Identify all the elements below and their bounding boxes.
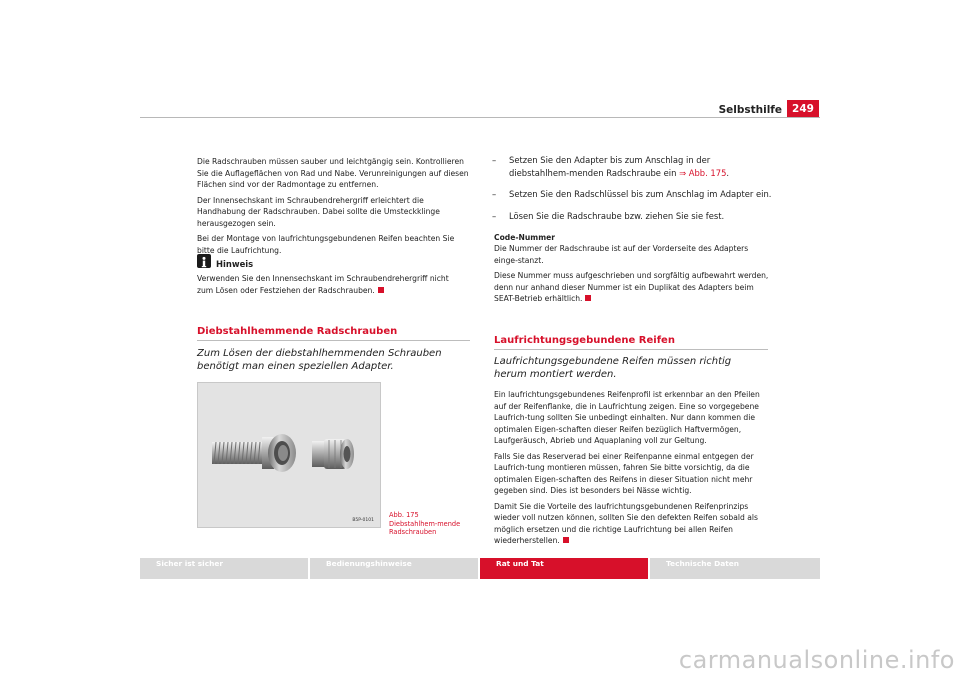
step-dash: – [492,155,497,165]
paragraph: Die Radschrauben müssen sauber und leichtgängig sein. Kontrollieren Sie die Auflageflächen von Rad und Nabe. Verunreinigungen auf diesen Flächen sind vor der Radmontage zu entfernen. [197,157,469,189]
paragraph [494,270,770,305]
figure-caption: Abb. 175 Diebstahlhem-mende Radschrauben [389,511,461,536]
steps-list [492,154,772,222]
section-lead: Zum Lösen der diebstahlhemmenden Schrauben benötigt man einen speziellen Adapter. [197,348,442,372]
step-text: Setzen Sie den Radschlüssel bis zum Anschlag im Adapter ein. [509,189,772,199]
step-dash: – [492,210,497,221]
step-text: Setzen Sie den Adapter bis zum Anschlag in der diebstahlhem-menden Radschraube ein [509,155,711,178]
section-heading: Diebstahlhemmende Radschrauben [197,326,398,337]
note-text [197,273,467,296]
figure-code: B5P-0101 [352,518,374,523]
tab-rat-und-tat[interactable]: Rat und Tat [480,558,648,579]
subsection-heading: Code-Nummer [494,233,556,242]
step-text: Lösen Sie die Radschraube bzw. ziehen Sie sie fest. [509,210,725,221]
anti-theft-bolt-illustration [198,383,380,527]
tab-sicher-ist-sicher[interactable]: Sicher ist sicher [140,558,308,579]
section-heading: Laufrichtungsgebundene Reifen [494,335,675,346]
tab-bedienungshinweise[interactable]: Bedienungshinweise [310,558,478,579]
header-rule [140,117,820,118]
step-text-end: . [726,167,730,178]
paragraph: Bei der Montage von laufrichtungsgebundenen Reifen beachten Sie bitte die Laufrichtung. [197,234,455,255]
paragraph: Falls Sie das Reserverad bei einer Reifenpanne einmal entgegen der Laufrich-tung montieren müssen, fahren Sie bitte vorsichtig, da die optimalen Eigen-schaften des Reifens in dieser Situation nicht mehr gegeben sind. Dies ist besonders bei Nässe wichtig. [494,451,754,495]
paragraph-text: Damit Sie die Vorteile des laufrichtungsgebundenen Reifenprinzips wieder voll nutzen können, sollten Sie den defekten Reifen sobald als möglich ersetzen und die richtige Laufrichtung bei allen Reifen wiederherstellen. [494,501,758,545]
figure-reference-link[interactable]: ⇒ Abb. 175 [679,167,727,178]
tyre-direction-body [494,389,772,547]
step-item [492,154,772,179]
page-number: 249 [787,100,819,118]
watermark: carmanualsonline.info [678,646,955,674]
note-title: Hinweis [216,259,254,269]
paragraph-text: Diese Nummer muss aufgeschrieben und sorgfältig aufbewahrt werden, denn nur anhand dieser Nummer ist ein Duplikat des Adapters beim SEAT-Betrieb erhältlich. [494,271,769,303]
info-note-icon [197,254,211,268]
end-of-section-icon [563,537,569,543]
paragraph [494,501,772,547]
left-intro [197,156,472,256]
figure-anti-theft-bolts [197,382,381,528]
note-body: Verwenden Sie den Innensechskant im Schraubendrehergriff nicht zum Lösen oder Festziehen der Radschrauben. [197,274,449,295]
section-rule [197,340,470,341]
section-rule [494,349,768,350]
end-of-section-icon [585,295,591,301]
step-item [492,210,772,223]
step-item [492,188,772,201]
paragraph: Der Innensechskant im Schraubendrehergriff erleichtert die Handhabung der Radschrauben. Dabei sollte die Umsteckklinge herausgezogen sein. [197,195,440,228]
section-lead: Laufrichtungsgebundene Reifen müssen richtig herum montiert werden. [494,356,732,380]
code-number-section [494,233,770,305]
end-of-section-icon [378,287,384,293]
paragraph: Die Nummer der Radschraube ist auf der Vorderseite des Adapters einge-stanzt. [494,244,749,265]
tab-technische-daten[interactable]: Technische Daten [650,558,820,579]
paragraph: Ein laufrichtungsgebundenes Reifenprofil ist erkennbar an den Pfeilen auf der Reifenflanke, die in Laufrichtung zeigen. Eine so vorgegebene Laufrich-tung sollten Sie unbedingt einhalten. Nur dann kommen die optimalen Eigen-schaften dieser Reifen bezüglich Haftvermögen, Laufgeräusch, Abrieb und Aquaplaning voll zur Geltung. [494,390,760,445]
step-dash: – [492,189,497,199]
chapter-title: Selbsthilfe [718,104,782,116]
